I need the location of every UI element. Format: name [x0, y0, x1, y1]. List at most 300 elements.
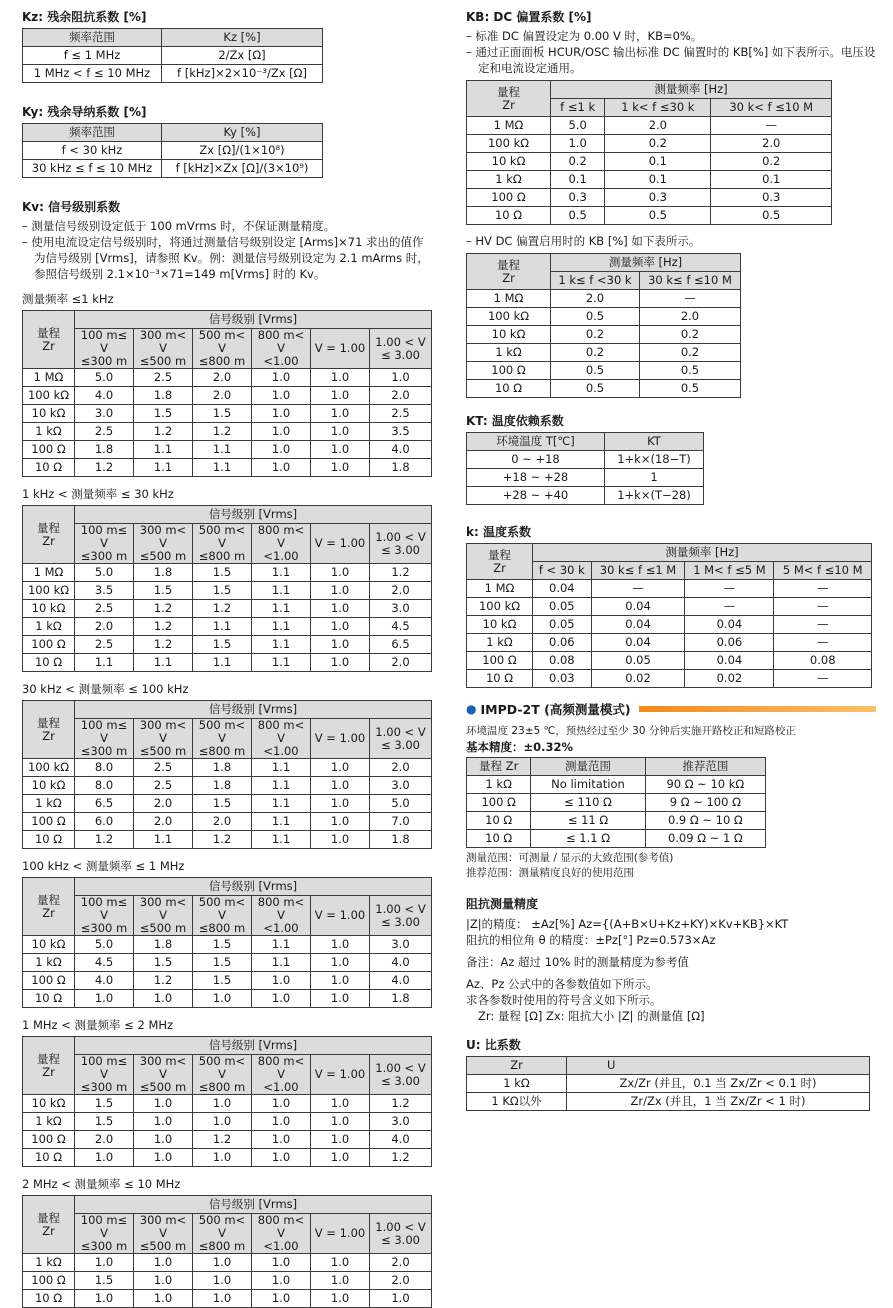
impd-cell: ≤ 1.1 Ω	[531, 830, 645, 848]
level-column-header: 500 m< V ≤800 m	[193, 896, 252, 936]
table-row	[23, 1254, 432, 1272]
value-cell: 2.0	[134, 795, 193, 813]
frequency-header: 测量频率 [Hz]	[551, 254, 741, 272]
value-cell: 1.2	[75, 831, 134, 849]
table-row	[23, 405, 432, 423]
value-cell: 2.0	[370, 1272, 432, 1290]
kt-cell: +28 ~ +40	[467, 487, 605, 505]
value-cell: 0.2	[639, 326, 740, 344]
value-cell: 1.2	[134, 972, 193, 990]
value-cell: 1.2	[75, 459, 134, 477]
value-cell: 1.1	[252, 936, 311, 954]
value-cell: 1.0	[551, 135, 605, 153]
table-row	[23, 654, 432, 672]
value-cell: 1.0	[252, 405, 311, 423]
value-cell: 0.06	[533, 634, 592, 652]
accuracy-line-1: |Z|的精度： ±Az[%] Az={(A+B×U+Kz+KY)×Kv+KB}×KT	[466, 917, 789, 931]
value-cell: 1.2	[193, 1131, 252, 1149]
table-row	[467, 362, 741, 380]
value-cell: 0.1	[605, 171, 711, 189]
value-cell: 1.0	[193, 1272, 252, 1290]
table-row	[23, 831, 432, 849]
value-cell: 2.0	[639, 308, 740, 326]
range-cell: 1 kΩ	[467, 171, 551, 189]
bullet-icon: ●	[466, 702, 477, 716]
kz-cell: f [kHz]×2×10⁻³/Zx [Ω]	[162, 65, 323, 83]
value-cell: 6.5	[75, 795, 134, 813]
value-cell: 1.2	[134, 600, 193, 618]
kv-note-1: – 测量信号级别设定低于 100 mVrms 时，不保证测量精度。	[22, 219, 336, 233]
range-cell: 10 kΩ	[23, 936, 75, 954]
range-cell: 100 Ω	[23, 441, 75, 459]
value-cell: 1.2	[134, 618, 193, 636]
level-column-header: 800 m< V <1.00	[252, 1055, 311, 1095]
level-column-header: 500 m< V ≤800 m	[193, 524, 252, 564]
range-cell: 1 MΩ	[23, 564, 75, 582]
kb-table	[466, 80, 832, 225]
value-cell: 1.0	[311, 1131, 370, 1149]
level-column-header: 500 m< V ≤800 m	[193, 719, 252, 759]
impd-cell: 100 Ω	[467, 794, 531, 812]
u-cell: Zx/Zr (并且，0.1 当 Zx/Zr < 0.1 时)	[567, 1075, 870, 1093]
value-cell: 1.0	[193, 1113, 252, 1131]
value-cell: 1.2	[370, 564, 432, 582]
level-column-header: V = 1.00	[311, 524, 370, 564]
u-title: U: 比系数	[466, 1038, 521, 1052]
value-cell: 1.0	[252, 1131, 311, 1149]
value-cell: 1.5	[134, 405, 193, 423]
value-cell: 1.1	[193, 654, 252, 672]
value-cell: 1.1	[252, 582, 311, 600]
value-cell: —	[591, 580, 685, 598]
value-cell: 1.8	[370, 459, 432, 477]
value-cell: 1.0	[75, 1149, 134, 1167]
kv-table-caption: 100 kHz < 测量频率 ≤ 1 MHz	[22, 859, 185, 873]
value-cell: 0.04	[685, 652, 774, 670]
level-column-header: 1.00 < V ≤ 3.00	[370, 896, 432, 936]
range-cell: 100 kΩ	[23, 759, 75, 777]
value-cell: 0.04	[591, 598, 685, 616]
value-cell: 1.0	[311, 369, 370, 387]
kb-hv-table	[466, 253, 741, 398]
kv-table-caption: 1 kHz < 测量频率 ≤ 30 kHz	[22, 487, 174, 501]
value-cell: 1.1	[252, 777, 311, 795]
kv-note-2: – 使用电流设定信号级别时，将通过测量信号级别设定 [Arms]×71 求出的值作为信号级别 [Vrms]，请参照 Kv。例：测量信号级别设定为 2.1 mArms 时，参照信号级别 2.1×10⁻³×71=149 m[Vrms] 时的 Kv。	[22, 235, 429, 281]
impd-cell: ≤ 110 Ω	[531, 794, 645, 812]
value-cell: 1.0	[311, 990, 370, 1008]
value-cell: 0.1	[551, 171, 605, 189]
range-cell: 1 MΩ	[467, 290, 551, 308]
value-cell: 1.0	[252, 1095, 311, 1113]
range-cell: 1 kΩ	[467, 344, 551, 362]
value-cell: 1.0	[134, 990, 193, 1008]
value-cell: 0.5	[551, 308, 640, 326]
value-cell: 1.0	[193, 1290, 252, 1308]
value-cell: 2.5	[134, 369, 193, 387]
impd-cell: 0.9 Ω ~ 10 Ω	[645, 812, 765, 830]
value-cell: 1.1	[193, 618, 252, 636]
kz-cell: 2/Zx [Ω]	[162, 47, 323, 65]
value-cell: 1.0	[193, 990, 252, 1008]
value-cell: 1.1	[252, 600, 311, 618]
frequency-column-header: f < 30 k	[533, 562, 592, 580]
value-cell: 0.2	[639, 344, 740, 362]
k-title: k: 温度系数	[466, 525, 531, 539]
level-column-header: V = 1.00	[311, 1055, 370, 1095]
u-header-zr: Zr	[467, 1057, 567, 1075]
table-row	[467, 776, 766, 794]
range-header: 量程 Zr	[467, 544, 533, 580]
value-cell: 1.8	[193, 759, 252, 777]
table-row	[23, 423, 432, 441]
value-cell: 1.1	[252, 618, 311, 636]
range-header: 量程 Zr	[23, 506, 75, 564]
level-column-header: 100 m≤ V ≤300 m	[75, 896, 134, 936]
value-cell: 2.0	[370, 387, 432, 405]
value-cell: 1.0	[311, 423, 370, 441]
value-cell: —	[774, 616, 872, 634]
value-cell: 1.0	[311, 1290, 370, 1308]
value-cell: 1.2	[134, 636, 193, 654]
impd-cell: 90 Ω ~ 10 kΩ	[645, 776, 765, 794]
range-cell: 100 Ω	[23, 1272, 75, 1290]
value-cell: 1.1	[75, 654, 134, 672]
value-cell: 2.0	[370, 654, 432, 672]
range-header: 量程 Zr	[467, 254, 551, 290]
heading-bar	[639, 706, 876, 712]
range-cell: 10 kΩ	[23, 405, 75, 423]
kv-table	[22, 1036, 432, 1167]
value-cell: 0.04	[533, 580, 592, 598]
value-cell: 1.1	[134, 441, 193, 459]
value-cell: 0.3	[605, 189, 711, 207]
table-row	[467, 598, 872, 616]
kb-title: KB: DC 偏置系数 [%]	[466, 10, 592, 24]
value-cell: 1.2	[193, 831, 252, 849]
value-cell: 1.0	[311, 936, 370, 954]
range-cell: 10 Ω	[23, 654, 75, 672]
range-cell: 100 Ω	[23, 636, 75, 654]
value-cell: 3.0	[370, 600, 432, 618]
value-cell: 3.0	[370, 1113, 432, 1131]
value-cell: —	[685, 580, 774, 598]
value-cell: 1.0	[134, 1254, 193, 1272]
value-cell: 1.5	[193, 795, 252, 813]
value-cell: 1.1	[252, 795, 311, 813]
frequency-column-header: 30 k≤ f ≤10 M	[639, 272, 740, 290]
frequency-column-header: 1 k≤ f <30 k	[551, 272, 640, 290]
kz-table	[22, 28, 323, 83]
value-cell: 1.0	[134, 1131, 193, 1149]
value-cell: 0.5	[551, 362, 640, 380]
value-cell: 1.0	[252, 387, 311, 405]
value-cell: 1.0	[134, 1272, 193, 1290]
value-cell: —	[774, 634, 872, 652]
level-column-header: 100 m≤ V ≤300 m	[75, 1055, 134, 1095]
value-cell: 0.5	[639, 380, 740, 398]
ky-cell: Zx [Ω]/(1×10⁸)	[162, 142, 323, 160]
value-cell: —	[685, 598, 774, 616]
value-cell: 1.0	[134, 1113, 193, 1131]
kt-cell: 1+k×(T−28)	[605, 487, 704, 505]
level-column-header: 300 m< V ≤500 m	[134, 1055, 193, 1095]
level-column-header: 300 m< V ≤500 m	[134, 896, 193, 936]
value-cell: 1.0	[311, 636, 370, 654]
table-row	[467, 830, 766, 848]
level-column-header: 800 m< V <1.00	[252, 329, 311, 369]
value-cell: 1.0	[311, 654, 370, 672]
value-cell: 1.1	[134, 459, 193, 477]
value-cell: 4.0	[370, 441, 432, 459]
value-cell: 1.0	[311, 831, 370, 849]
table-row	[23, 777, 432, 795]
value-cell: —	[774, 580, 872, 598]
value-cell: 1.0	[134, 1290, 193, 1308]
value-cell: 1.0	[311, 600, 370, 618]
value-cell: 1.5	[75, 1095, 134, 1113]
level-column-header: 1.00 < V ≤ 3.00	[370, 719, 432, 759]
impd-title: IMPD-2T (高频测量模式)	[480, 702, 631, 717]
range-header: 量程 Zr	[23, 878, 75, 936]
value-cell: 5.0	[551, 117, 605, 135]
value-cell: 1.0	[370, 1290, 432, 1308]
table-row	[23, 990, 432, 1008]
value-cell: 1.1	[252, 654, 311, 672]
signal-level-header: 信号级别 [Vrms]	[75, 701, 432, 719]
value-cell: 0.02	[685, 670, 774, 688]
accuracy-line-5: 求各参数时使用的符号含义如下所示。	[466, 993, 662, 1007]
value-cell: 2.5	[75, 600, 134, 618]
value-cell: 5.0	[75, 369, 134, 387]
value-cell: 2.0	[75, 1131, 134, 1149]
value-cell: 2.0	[370, 1254, 432, 1272]
impd-cell: 0.09 Ω ~ 1 Ω	[645, 830, 765, 848]
level-column-header: 100 m≤ V ≤300 m	[75, 329, 134, 369]
range-cell: 10 Ω	[467, 670, 533, 688]
value-cell: 1.0	[311, 387, 370, 405]
level-column-header: 300 m< V ≤500 m	[134, 329, 193, 369]
kv-table-caption: 2 MHz < 测量频率 ≤ 10 MHz	[22, 1177, 181, 1191]
range-cell: 100 kΩ	[467, 308, 551, 326]
value-cell: 0.02	[591, 670, 685, 688]
value-cell: 1.2	[370, 1149, 432, 1167]
value-cell: 2.5	[75, 423, 134, 441]
kz-cell: f ≤ 1 MHz	[23, 47, 162, 65]
value-cell: 1.2	[134, 423, 193, 441]
table-row	[23, 972, 432, 990]
range-cell: 10 kΩ	[23, 600, 75, 618]
range-cell: 1 kΩ	[23, 954, 75, 972]
value-cell: 0.05	[533, 598, 592, 616]
level-column-header: 300 m< V ≤500 m	[134, 1214, 193, 1254]
value-cell: 1.8	[193, 777, 252, 795]
value-cell: 1.5	[134, 582, 193, 600]
table-row	[23, 759, 432, 777]
value-cell: 1.0	[134, 1149, 193, 1167]
range-cell: 1 kΩ	[23, 618, 75, 636]
range-cell: 100 Ω	[23, 1131, 75, 1149]
value-cell: 0.3	[711, 189, 832, 207]
kz-cell: 1 MHz < f ≤ 10 MHz	[23, 65, 162, 83]
value-cell: 1.0	[311, 777, 370, 795]
impd-env: 环境温度 23±5 ℃，预热经过至少 30 分钟后实施开路校正和短路校正	[466, 725, 796, 737]
value-cell: 1.0	[75, 1290, 134, 1308]
value-cell: 7.0	[370, 813, 432, 831]
value-cell: 1.2	[370, 1095, 432, 1113]
value-cell: 1.5	[193, 936, 252, 954]
value-cell: 0.1	[605, 153, 711, 171]
kt-cell: +18 ~ +28	[467, 469, 605, 487]
ky-cell: 30 kHz ≤ f ≤ 10 MHz	[23, 160, 162, 178]
kz-title: Kz: 残余阻抗系数 [%]	[22, 10, 147, 24]
value-cell: 0.2	[551, 344, 640, 362]
range-header: 量程 Zr	[23, 1196, 75, 1254]
level-column-header: 800 m< V <1.00	[252, 1214, 311, 1254]
u-header-u: U	[567, 1057, 870, 1075]
kt-table	[466, 432, 704, 505]
value-cell: 0.5	[605, 207, 711, 225]
frequency-column-header: 5 M< f ≤10 M	[774, 562, 872, 580]
value-cell: 1.0	[252, 972, 311, 990]
level-column-header: 1.00 < V ≤ 3.00	[370, 329, 432, 369]
range-cell: 1 kΩ	[23, 1254, 75, 1272]
range-cell: 10 kΩ	[467, 326, 551, 344]
u-table	[466, 1056, 870, 1111]
table-row	[23, 618, 432, 636]
value-cell: —	[711, 117, 832, 135]
range-cell: 100 Ω	[23, 813, 75, 831]
value-cell: 1.0	[252, 441, 311, 459]
value-cell: 1.5	[193, 582, 252, 600]
value-cell: 1.0	[311, 582, 370, 600]
impd-note-2: 推荐范围：测量精度良好的使用范围	[466, 867, 634, 879]
table-row	[467, 652, 872, 670]
range-cell: 100 kΩ	[23, 582, 75, 600]
frequency-header: 测量频率 [Hz]	[551, 81, 832, 99]
range-cell: 1 kΩ	[467, 634, 533, 652]
kv-table-caption: 1 MHz < 测量频率 ≤ 2 MHz	[22, 1018, 174, 1032]
value-cell: 1.1	[252, 954, 311, 972]
level-column-header: 100 m≤ V ≤300 m	[75, 719, 134, 759]
kt-cell: 1	[605, 469, 704, 487]
impd-cell: 1 kΩ	[467, 776, 531, 794]
range-cell: 1 kΩ	[23, 1113, 75, 1131]
table-row	[23, 636, 432, 654]
value-cell: 2.0	[711, 135, 832, 153]
level-column-header: 100 m≤ V ≤300 m	[75, 1214, 134, 1254]
kt-header-value: KT	[605, 433, 704, 451]
value-cell: 1.0	[311, 795, 370, 813]
value-cell: 2.5	[134, 777, 193, 795]
table-row	[23, 954, 432, 972]
range-cell: 10 kΩ	[23, 777, 75, 795]
value-cell: 1.0	[193, 1095, 252, 1113]
range-cell: 100 Ω	[467, 652, 533, 670]
kv-title: Kv: 信号级别系数	[22, 200, 121, 214]
ky-header-freq: 频率范围	[23, 124, 162, 142]
impd-header: 测量范围	[531, 758, 645, 776]
kv-table	[22, 505, 432, 672]
value-cell: 0.04	[591, 634, 685, 652]
value-cell: 0.06	[685, 634, 774, 652]
value-cell: 0.5	[711, 207, 832, 225]
value-cell: 1.0	[311, 618, 370, 636]
value-cell: 1.1	[193, 459, 252, 477]
value-cell: 1.0	[252, 459, 311, 477]
range-cell: 10 Ω	[23, 990, 75, 1008]
range-header: 量程 Zr	[467, 81, 551, 117]
ky-table	[22, 123, 323, 178]
value-cell: 3.5	[370, 423, 432, 441]
kb-note-2: – 通过正面面板 HCUR/OSC 输出标准 DC 偏置时的 KB[%] 如下表所示。电压设定和电流设定通用。	[466, 45, 876, 75]
table-row	[467, 308, 741, 326]
ky-title: Ky: 残余导纳系数 [%]	[22, 105, 147, 119]
level-column-header: V = 1.00	[311, 1214, 370, 1254]
value-cell: 1.0	[252, 1272, 311, 1290]
value-cell: 1.8	[75, 441, 134, 459]
value-cell: 1.0	[311, 1095, 370, 1113]
impd-cell: 10 Ω	[467, 812, 531, 830]
value-cell: 1.8	[134, 387, 193, 405]
ky-header-value: Ky [%]	[162, 124, 323, 142]
value-cell: 1.5	[75, 1272, 134, 1290]
accuracy-line-2: 阻抗的相位角 θ 的精度：±Pz[°] Pz=0.573×Az	[466, 933, 716, 947]
level-column-header: 800 m< V <1.00	[252, 719, 311, 759]
kb-hv-note: – HV DC 偏置启用时的 KB [%] 如下表所示。	[466, 234, 701, 248]
value-cell: 1.0	[252, 369, 311, 387]
value-cell: 1.0	[311, 1149, 370, 1167]
value-cell: 0.2	[605, 135, 711, 153]
range-header: 量程 Zr	[23, 311, 75, 369]
u-cell: Zr/Zx (并且，1 当 Zx/Zr < 1 时)	[567, 1093, 870, 1111]
value-cell: 1.1	[252, 636, 311, 654]
value-cell: 3.0	[370, 777, 432, 795]
table-row	[467, 580, 872, 598]
value-cell: 0.5	[551, 207, 605, 225]
value-cell: 1.8	[134, 936, 193, 954]
table-row	[467, 290, 741, 308]
value-cell: 2.0	[370, 582, 432, 600]
kb-note-1: – 标准 DC 偏置设定为 0.00 V 时，KB=0%。	[466, 29, 703, 43]
value-cell: 8.0	[75, 777, 134, 795]
impd-cell: ≤ 11 Ω	[531, 812, 645, 830]
frequency-column-header: 1 k< f ≤30 k	[605, 99, 711, 117]
accuracy-title: 阻抗测量精度	[466, 897, 539, 911]
value-cell: 0.05	[533, 616, 592, 634]
range-cell: 1 kΩ	[23, 795, 75, 813]
table-row	[23, 600, 432, 618]
value-cell: 2.0	[193, 387, 252, 405]
impd-basic: 基本精度：±0.32%	[466, 740, 574, 754]
kv-tables	[22, 291, 432, 1308]
value-cell: 1.0	[311, 441, 370, 459]
level-column-header: 1.00 < V ≤ 3.00	[370, 524, 432, 564]
value-cell: 1.0	[193, 1149, 252, 1167]
value-cell: 1.5	[75, 1113, 134, 1131]
level-column-header: 100 m≤ V ≤300 m	[75, 524, 134, 564]
value-cell: 0.1	[711, 171, 832, 189]
value-cell: 3.5	[75, 582, 134, 600]
value-cell: 5.0	[75, 936, 134, 954]
table-row	[23, 813, 432, 831]
range-cell: 10 kΩ	[467, 616, 533, 634]
value-cell: 1.1	[252, 831, 311, 849]
table-row	[23, 936, 432, 954]
value-cell: 1.2	[193, 423, 252, 441]
value-cell: 8.0	[75, 759, 134, 777]
table-row	[23, 1095, 432, 1113]
value-cell: 6.5	[370, 636, 432, 654]
